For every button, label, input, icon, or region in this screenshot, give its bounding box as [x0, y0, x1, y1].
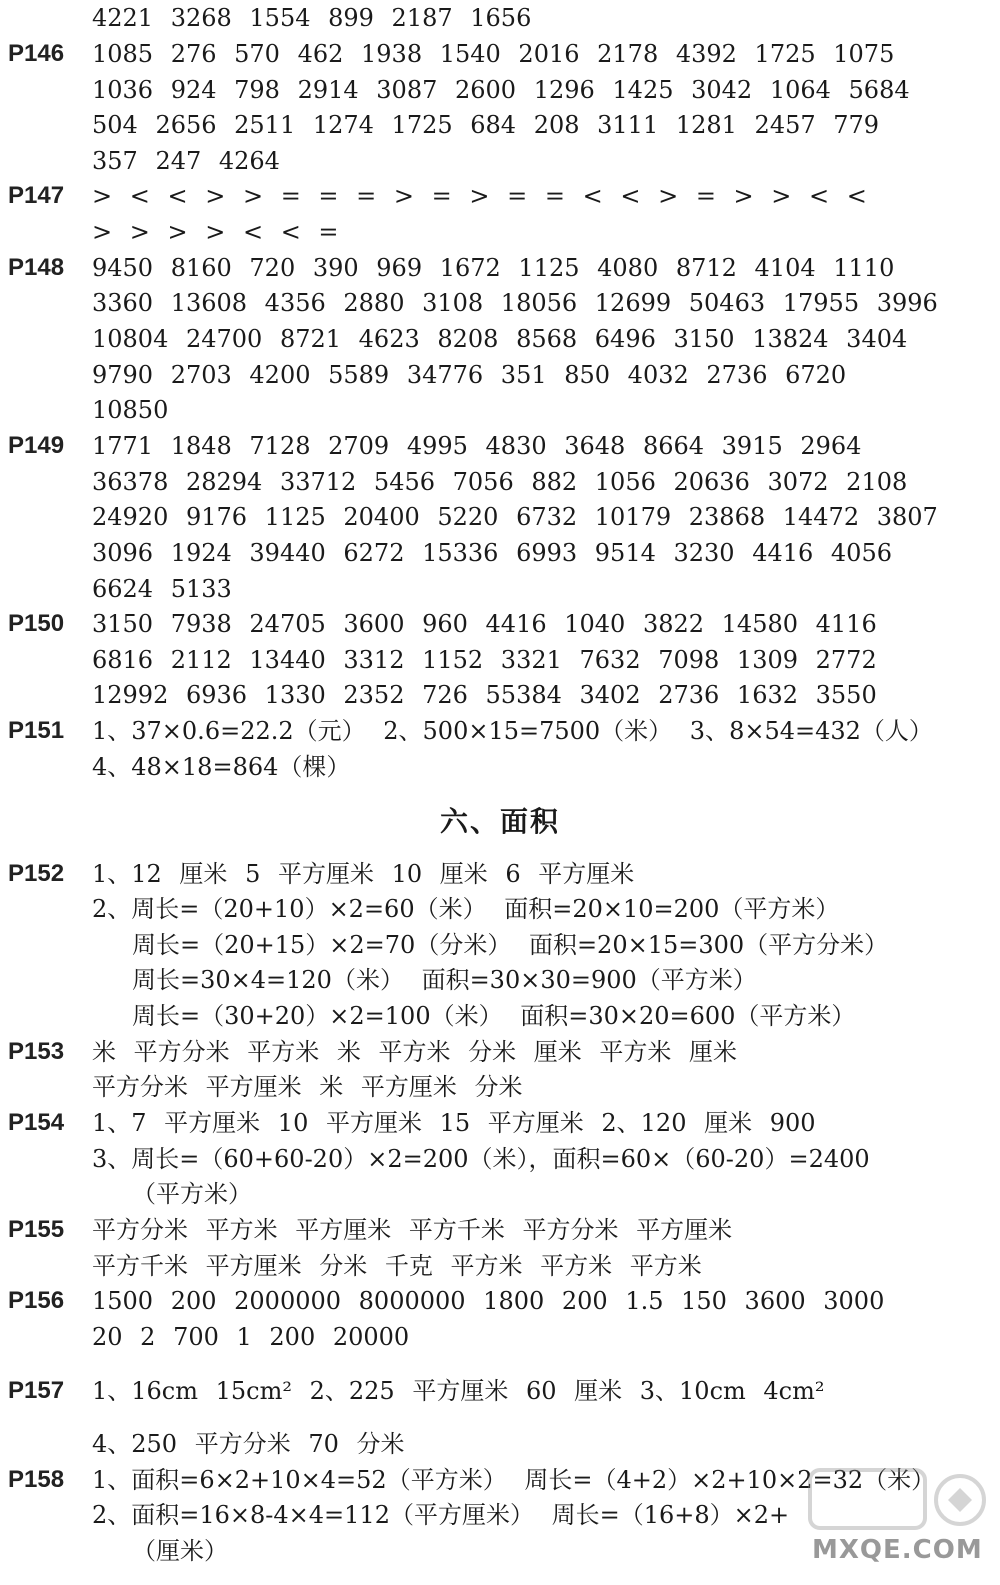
- answer-text: 周长=（30+20）×2=100（米） 面积=30×20=600（平方米）: [132, 1002, 856, 1030]
- answer-text: 1085 276 570 462 1938 1540 2016 2178 4392 1725 1075: [92, 40, 895, 68]
- answer-text: 1036 924 798 2914 3087 2600 1296 1425 3042 1064 5684: [92, 76, 910, 104]
- answer-text: 10804 24700 8721 4623 8208 8568 6496 3150 13824 3404: [92, 325, 908, 353]
- page-label: P154: [8, 1109, 65, 1136]
- answer-text: 24920 9176 1125 20400 5220 6732 10179 23868 14472 3807: [92, 503, 938, 531]
- page-label: P153: [8, 1038, 65, 1065]
- answer-text: 1、面积=6×2+10×4=52（平方米） 周长=（4+2）×2+10×2=32（米）: [92, 1466, 936, 1494]
- answer-text: 2、周长=（20+10）×2=60（米） 面积=20×10=200（平方米）: [92, 895, 840, 923]
- answer-text: 米 平方分米 平方米 米 平方米 分米 厘米 平方米 厘米: [92, 1038, 738, 1066]
- answer-text: 2、面积=16×8-4×4=112（平方厘米） 周长=（16+8）×2+: [92, 1501, 790, 1529]
- answer-text: 周长=30×4=120（米） 面积=30×30=900（平方米）: [132, 966, 757, 994]
- answer-text: 357 247 4264: [92, 147, 280, 175]
- answer-text: 20 2 700 1 200 20000: [92, 1323, 410, 1351]
- answer-text: 4221 3268 1554 899 2187 1656: [92, 4, 532, 32]
- page-label: P156: [8, 1287, 65, 1314]
- watermark-text: MXQE.COM: [812, 1535, 983, 1565]
- answer-text: 3096 1924 39440 6272 15336 6993 9514 3230 4416 4056: [92, 539, 892, 567]
- answer-text: 1、37×0.6=22.2（元） 2、500×15=7500（米） 3、8×54=432（人）: [92, 717, 933, 745]
- page-label: P147: [8, 182, 65, 209]
- answer-text: 36378 28294 33712 5456 7056 882 1056 20636 3072 2108: [92, 468, 908, 496]
- answer-text: 平方千米 平方厘米 分米 千克 平方米 平方米 平方米: [92, 1252, 702, 1280]
- answer-text: 周长=（20+15）×2=70（分米） 面积=20×15=300（平方分米）: [132, 931, 889, 959]
- answer-text: 1、16cm 15cm² 2、225 平方厘米 60 厘米 3、10cm 4cm²: [92, 1377, 825, 1405]
- answer-text: 6624 5133: [92, 575, 232, 603]
- answer-text: 平方分米 平方米 平方厘米 平方千米 平方分米 平方厘米: [92, 1216, 733, 1244]
- answer-text: 4、48×18=864（棵）: [92, 753, 351, 781]
- page-label: P149: [8, 432, 65, 459]
- answer-text: 平方分米 平方厘米 米 平方厘米 分米: [92, 1073, 523, 1101]
- answer-text: 1500 200 2000000 8000000 1800 200 1.5 150 3600 3000: [92, 1287, 885, 1315]
- page-label: P157: [8, 1377, 65, 1404]
- page-label: P148: [8, 254, 65, 281]
- page-label: P150: [8, 610, 65, 637]
- answer-text: 9790 2703 4200 5589 34776 351 850 4032 2736 6720: [92, 361, 847, 389]
- answer-text: 1、7 平方厘米 10 平方厘米 15 平方厘米 2、120 厘米 900: [92, 1109, 816, 1137]
- answer-text: 504 2656 2511 1274 1725 684 208 3111 1281 2457 779: [92, 111, 880, 139]
- answer-text: > < < > > = = = > = > = = < < > = > > < <: [92, 182, 867, 210]
- answer-text: 10850: [92, 396, 169, 424]
- answer-text: 9450 8160 720 390 969 1672 1125 4080 8712 4104 1110: [92, 254, 895, 282]
- page-label: P158: [8, 1466, 65, 1493]
- answer-text: > > > > < < =: [92, 218, 339, 246]
- answer-text: 12992 6936 1330 2352 726 55384 3402 2736 1632 3550: [92, 681, 877, 709]
- answer-text: 3150 7938 24705 3600 960 4416 1040 3822 14580 4116: [92, 610, 877, 638]
- answer-text: 6816 2112 13440 3312 1152 3321 7632 7098 1309 2772: [92, 646, 877, 674]
- page-label: P146: [8, 40, 65, 67]
- answer-text: 3、周长=（60+60-20）×2=200（米），面积=60×（60-20）=2400: [92, 1145, 870, 1173]
- answer-text: （厘米）: [132, 1537, 228, 1565]
- answer-text: 4、250 平方分米 70 分米: [92, 1430, 405, 1458]
- answer-text: 1、12 厘米 5 平方厘米 10 厘米 6 平方厘米: [92, 860, 635, 888]
- answer-text: （平方米）: [132, 1180, 252, 1208]
- page-label: P151: [8, 717, 65, 744]
- page-label: P152: [8, 860, 65, 887]
- answer-text: 3360 13608 4356 2880 3108 18056 12699 50463 17955 3996: [92, 289, 938, 317]
- page-label: P155: [8, 1216, 65, 1243]
- answer-text: 1771 1848 7128 2709 4995 4830 3648 8664 3915 2964: [92, 432, 862, 460]
- section-heading: 六、面积: [439, 805, 560, 838]
